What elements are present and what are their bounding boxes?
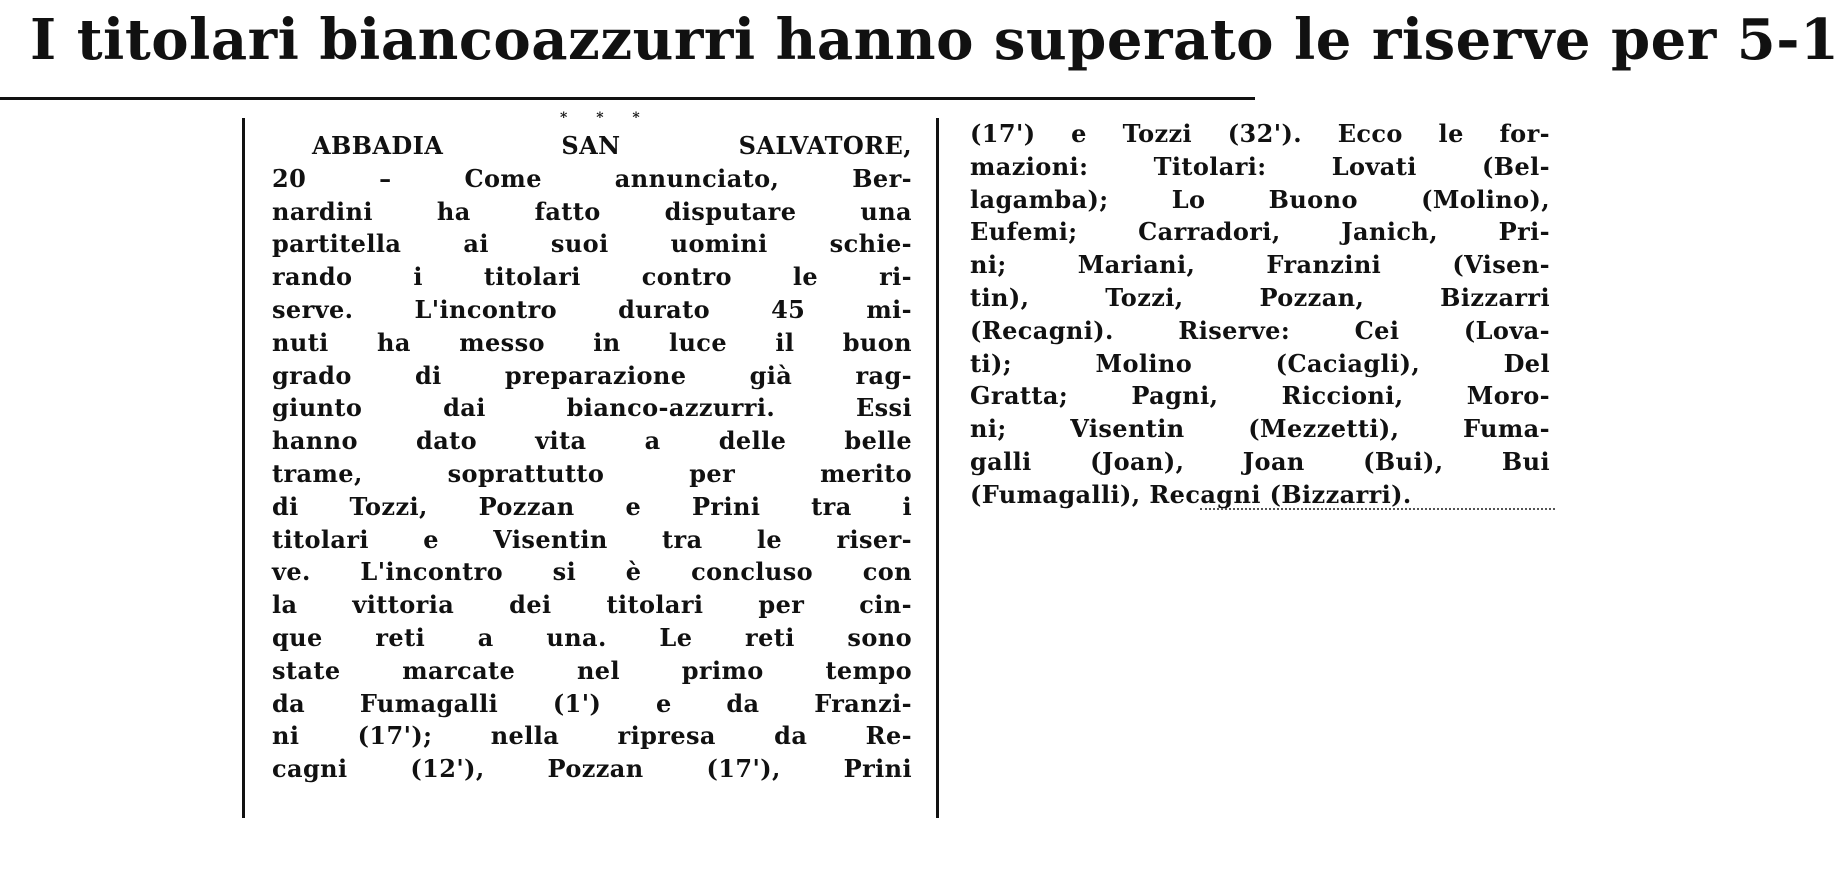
article-line: que reti a una. Le reti sono bbox=[272, 622, 912, 652]
article-line: nuti ha messo in luce il buon bbox=[272, 327, 912, 357]
article-line: titolari e Visentin tra le riser- bbox=[272, 524, 912, 554]
article-line: ni; Mariani, Franzini (Visen- bbox=[970, 250, 1550, 280]
article-line: serve. L'incontro durato 45 mi- bbox=[272, 294, 912, 324]
article-line: Gratta; Pagni, Riccioni, Moro- bbox=[970, 381, 1550, 411]
article-line: grado di preparazione già rag- bbox=[272, 360, 912, 390]
column-rule-left bbox=[242, 118, 245, 818]
article-line: ti); Molino (Caciagli), Del bbox=[970, 348, 1550, 378]
article-line: rando i titolari contro le ri- bbox=[272, 262, 912, 292]
article-line: Eufemi; Carradori, Janich, Pri- bbox=[970, 217, 1550, 247]
article-line: nardini ha fatto disputare una bbox=[272, 196, 912, 226]
separator-stars: * * * bbox=[560, 110, 652, 126]
end-of-article-rule bbox=[1200, 508, 1555, 510]
article-line: di Tozzi, Pozzan e Prini tra i bbox=[272, 491, 912, 521]
article-line: ni; Visentin (Mezzetti), Fuma- bbox=[970, 414, 1550, 444]
article-column-left bbox=[272, 130, 912, 786]
article-line: partitella ai suoi uomini schie- bbox=[272, 229, 912, 259]
headline: I titolari biancoazzurri hanno superato le riserve per 5-1 bbox=[30, 7, 1839, 73]
article-line: da Fumagalli (1') e da Franzi- bbox=[272, 688, 912, 718]
column-rule-middle bbox=[936, 118, 939, 818]
headline-rule bbox=[0, 97, 1255, 100]
article-line: (Recagni). Riserve: Cei (Lova- bbox=[970, 315, 1550, 345]
article-line: ni (17'); nella ripresa da Re- bbox=[272, 721, 912, 751]
article-line: giunto dai bianco-azzurri. Essi bbox=[272, 393, 912, 423]
article-line: trame, soprattutto per merito bbox=[272, 458, 912, 488]
article-line: tin), Tozzi, Pozzan, Bizzarri bbox=[970, 282, 1550, 312]
article-line: galli (Joan), Joan (Bui), Bui bbox=[970, 446, 1550, 476]
article-line: lagamba); Lo Buono (Molino), bbox=[970, 184, 1550, 214]
article-column-right bbox=[970, 118, 1550, 512]
article-line: cagni (12'), Pozzan (17'), Prini bbox=[272, 754, 912, 784]
article-line: la vittoria dei titolari per cin- bbox=[272, 590, 912, 620]
article-line: ABBADIA SAN SALVATORE, bbox=[312, 131, 912, 160]
article-line: (17') e Tozzi (32'). Ecco le for- bbox=[970, 119, 1550, 148]
article-line: hanno dato vita a delle belle bbox=[272, 426, 912, 456]
article-line: 20 – Come annunciato, Ber- bbox=[272, 163, 912, 193]
article-line: state marcate nel primo tempo bbox=[272, 655, 912, 685]
article-line: mazioni: Titolari: Lovati (Bel- bbox=[970, 151, 1550, 181]
article-line: (Fumagalli), Recagni (Bizzarri). bbox=[970, 479, 1412, 509]
article-line: ve. L'incontro si è concluso con bbox=[272, 557, 912, 587]
